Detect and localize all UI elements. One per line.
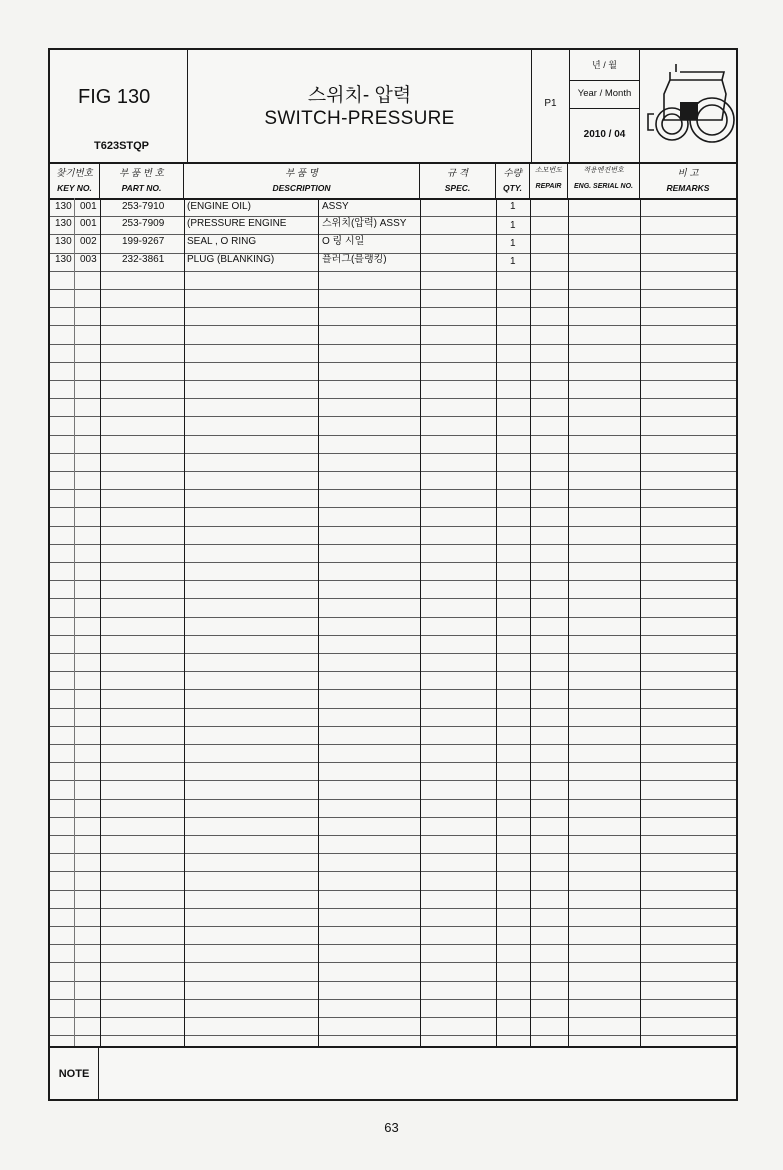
table-rule [50, 617, 736, 618]
row-fig: 130 [55, 236, 72, 247]
column-headers [50, 162, 736, 200]
row-desc-en: PLUG (BLANKING) [187, 254, 275, 265]
column-rule [318, 198, 319, 1046]
row-qty: 1 [510, 201, 516, 212]
table-rule [50, 944, 736, 945]
column-rule [74, 198, 75, 1046]
table-rule [50, 580, 736, 581]
col-header-key-en: KEY NO. [57, 183, 92, 193]
table-rule [50, 544, 736, 545]
column-rule [530, 198, 531, 1046]
column-rule [496, 198, 497, 1046]
table-rule [50, 234, 736, 235]
col-header-key [50, 162, 100, 198]
table-rule [50, 689, 736, 690]
table-rule [50, 562, 736, 563]
row-fig: 130 [55, 254, 72, 265]
col-header-serial [568, 162, 640, 198]
table-rule [50, 926, 736, 927]
row-desc-ko: O 링 시일 [322, 236, 365, 247]
col-header-qty-en: QTY. [502, 183, 523, 193]
model-code: T623STQP [94, 140, 150, 152]
col-header-repair [530, 162, 568, 198]
table-rule [50, 507, 736, 508]
table-rule [50, 1035, 736, 1036]
row-desc-en: (PRESSURE ENGINE [187, 218, 287, 229]
table-rule [50, 908, 736, 909]
table-rule [50, 289, 736, 290]
tractor-image-cell [640, 50, 736, 162]
table-rule [50, 780, 736, 781]
row-part: 232-3861 [122, 254, 165, 265]
row-key: 003 [80, 254, 97, 265]
col-header-qty [496, 162, 530, 198]
parts-table-body [50, 198, 736, 1046]
table-rule [50, 253, 736, 254]
row-qty: 1 [510, 256, 516, 267]
col-header-remarks [640, 162, 736, 198]
figure-cell [50, 50, 188, 162]
table-rule [50, 416, 736, 417]
table-rule [50, 526, 736, 527]
table-rule [50, 271, 736, 272]
column-rule [420, 198, 421, 1046]
row-desc-en: (ENGINE OIL) [187, 201, 251, 212]
col-header-desc-en: DESCRIPTION [272, 183, 331, 193]
table-rule [50, 726, 736, 727]
row-key: 002 [80, 236, 97, 247]
title-korean: 스위치- 압력 [307, 85, 412, 106]
table-rule [50, 817, 736, 818]
col-header-serial-en: ENG. SERIAL NO. [574, 183, 633, 190]
parts-catalog-page [48, 48, 738, 1101]
table-rule [50, 999, 736, 1000]
table-rule [50, 871, 736, 872]
col-header-desc-ko: 부 품 명 [285, 168, 318, 179]
col-header-qty-ko: 수량 [503, 168, 522, 179]
table-rule [50, 398, 736, 399]
page-code-cell [532, 50, 570, 162]
col-header-key-ko: 찾기번호 [56, 168, 93, 179]
col-header-repair-ko: 소모번도 [534, 167, 563, 174]
column-rule [568, 198, 569, 1046]
row-key: 001 [80, 218, 97, 229]
table-rule [50, 799, 736, 800]
col-header-serial-ko: 적용엔진번호 [583, 167, 624, 174]
column-rule [100, 198, 101, 1046]
table-rule [50, 307, 736, 308]
page-number: 63 [384, 1120, 399, 1135]
table-rule [50, 635, 736, 636]
row-part: 199-9267 [122, 236, 165, 247]
table-rule [50, 762, 736, 763]
row-key: 001 [80, 201, 97, 212]
col-header-part-en: PART NO. [121, 183, 162, 193]
col-header-spec [420, 162, 496, 198]
table-rule [50, 471, 736, 472]
title-cell [188, 50, 532, 162]
row-qty: 1 [510, 238, 516, 249]
row-qty: 1 [510, 220, 516, 231]
row-part: 253-7909 [122, 218, 165, 229]
col-header-remarks-en: REMARKS [666, 183, 710, 193]
table-rule [50, 835, 736, 836]
row-fig: 130 [55, 201, 72, 212]
table-rule [50, 1017, 736, 1018]
row-part: 253-7910 [122, 201, 165, 212]
col-header-spec-ko: 규 격 [447, 168, 468, 179]
year-month-cell [570, 50, 640, 162]
table-rule [50, 962, 736, 963]
col-header-desc [184, 162, 420, 198]
year-month-label-en: Year / Month [570, 80, 639, 109]
table-rule [50, 890, 736, 891]
note-label: NOTE [50, 1048, 99, 1101]
col-header-repair-en: REPAIR [535, 183, 562, 190]
row-desc-ko: ASSY [322, 201, 349, 212]
column-rule [184, 198, 185, 1046]
row-desc-en: SEAL , O RING [187, 236, 257, 247]
year-month-value: 2010 / 04 [583, 129, 626, 140]
title-english: SWITCH-PRESSURE [264, 108, 455, 129]
table-rule [50, 598, 736, 599]
col-header-part-ko: 부 품 번 호 [119, 168, 164, 179]
figure-number: FIG 130 [78, 86, 151, 108]
tractor-icon [640, 50, 736, 162]
row-desc-ko: 스위치(압력) ASSY [322, 218, 407, 229]
table-rule [50, 671, 736, 672]
table-rule [50, 653, 736, 654]
row-desc-ko: 플러그(블랭킹) [322, 254, 387, 265]
table-rule [50, 489, 736, 490]
year-month-label-ko: 년 / 월 [570, 50, 639, 81]
table-rule [50, 744, 736, 745]
col-header-spec-en: SPEC. [444, 183, 471, 193]
table-rule [50, 981, 736, 982]
column-rule [640, 198, 641, 1046]
col-header-part [100, 162, 184, 198]
page-header [50, 50, 736, 164]
note-section [50, 1046, 736, 1101]
table-rule [50, 325, 736, 326]
table-rule [50, 216, 736, 217]
table-rule [50, 362, 736, 363]
table-rule [50, 435, 736, 436]
table-rule [50, 380, 736, 381]
table-rule [50, 708, 736, 709]
table-rule [50, 344, 736, 345]
table-rule [50, 453, 736, 454]
row-fig: 130 [55, 218, 72, 229]
table-rule [50, 853, 736, 854]
page-code: P1 [544, 98, 557, 109]
col-header-remarks-ko: 비 고 [677, 168, 699, 179]
